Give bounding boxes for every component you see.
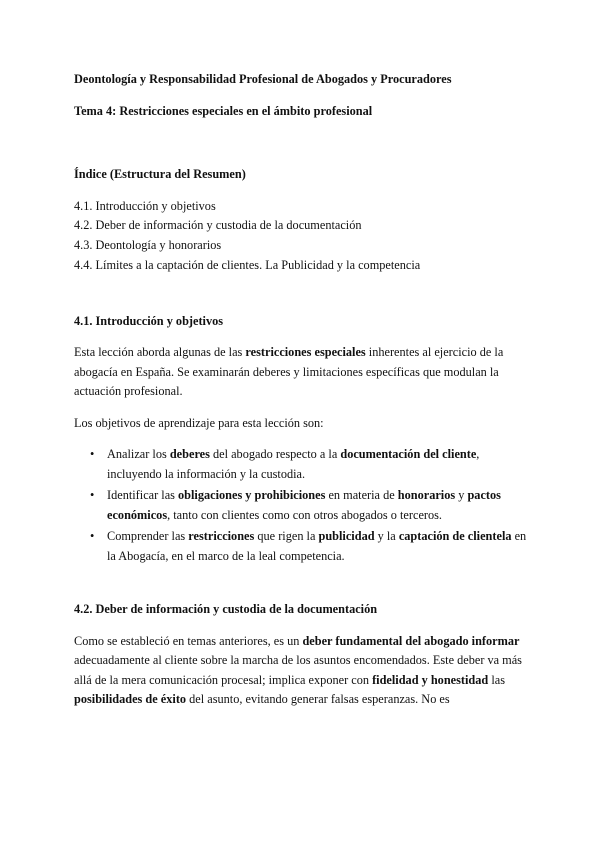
text-run: , tanto con clientes como con otros abogados o terceros. [167,507,442,522]
index-item: 4.3. Deontología y honorarios [74,238,222,253]
intro-paragraph [74,343,529,402]
bold-term: restricciones especiales [245,345,366,360]
bullet-icon: • [90,447,95,462]
text-run: Como se estableció en temas anteriores, es un [74,633,303,648]
text-run: en la Abogacía, en el marco de la leal competencia. [107,529,527,563]
text-run: adecuadamente al cliente sobre la marcha de los asuntos encomendados. Este deber va más allá de la mera comunicación procesal; implica exponer con [74,653,522,687]
bold-term: captación de clientela [398,529,512,544]
document-subtitle: Tema 4: Restricciones especiales en el ámbito profesional [74,103,373,118]
bold-term: deber fundamental del abogado informar [302,633,520,648]
index-item: 4.2. Deber de información y custodia de la documentación [74,218,362,233]
document-title: Deontología y Responsabilidad Profesional de Abogados y Procuradores [74,72,452,86]
text-run: las [488,672,505,687]
bold-term: honorarios [397,488,456,503]
bold-term: obligaciones y prohibiciones [178,488,326,503]
bold-term: posibilidades de éxito [74,692,187,707]
objective-item [74,445,529,484]
section-heading-4-2: 4.2. Deber de información y custodia de la documentación [74,602,378,617]
bold-term: fidelidad y honestidad [372,672,489,687]
bold-term: documentación del cliente [340,447,477,462]
text-run: del abogado respecto a la [209,447,341,462]
text-run: Analizar los [107,447,170,462]
text-run: , incluyendo la información y la custodia. [107,447,480,481]
objectives-intro: Los objetivos de aprendizaje para esta lección son: [74,415,324,430]
index-item: 4.4. Límites a la captación de clientes. La Publicidad y la competencia [74,257,421,272]
section-heading-4-1: 4.1. Introducción y objetivos [74,313,224,328]
bold-term: deberes [169,447,210,462]
text-run: y [455,488,468,503]
bold-term: pactos económicos [107,488,501,522]
text-run: del asunto, evitando generar falsas esperanzas. No es [186,692,450,707]
objectives-list [74,445,529,566]
text-run: Identificar las [107,488,179,503]
index-heading: Índice (Estructura del Resumen) [74,167,246,181]
index-item: 4.1. Introducción y objetivos [74,198,216,213]
information-duty-paragraph [74,632,529,710]
bullet-icon: • [90,529,95,544]
text-run: que rigen la [254,529,319,544]
text-run: y la [374,529,399,544]
document-body [74,70,529,710]
objective-item [74,527,529,566]
objective-item [74,486,529,525]
text-run: Esta lección aborda algunas de las [74,345,246,360]
text-run: Comprender las [107,529,189,544]
bullet-icon: • [90,488,95,503]
index-list [74,197,529,276]
bold-term: restricciones [188,529,255,544]
text-run: en materia de [325,488,398,503]
text-run: inherentes al ejercicio de la abogacía en España. Se examinarán deberes y limitaciones específicas que modulan la actuación profesional. [74,345,504,399]
bold-term: publicidad [318,529,375,544]
